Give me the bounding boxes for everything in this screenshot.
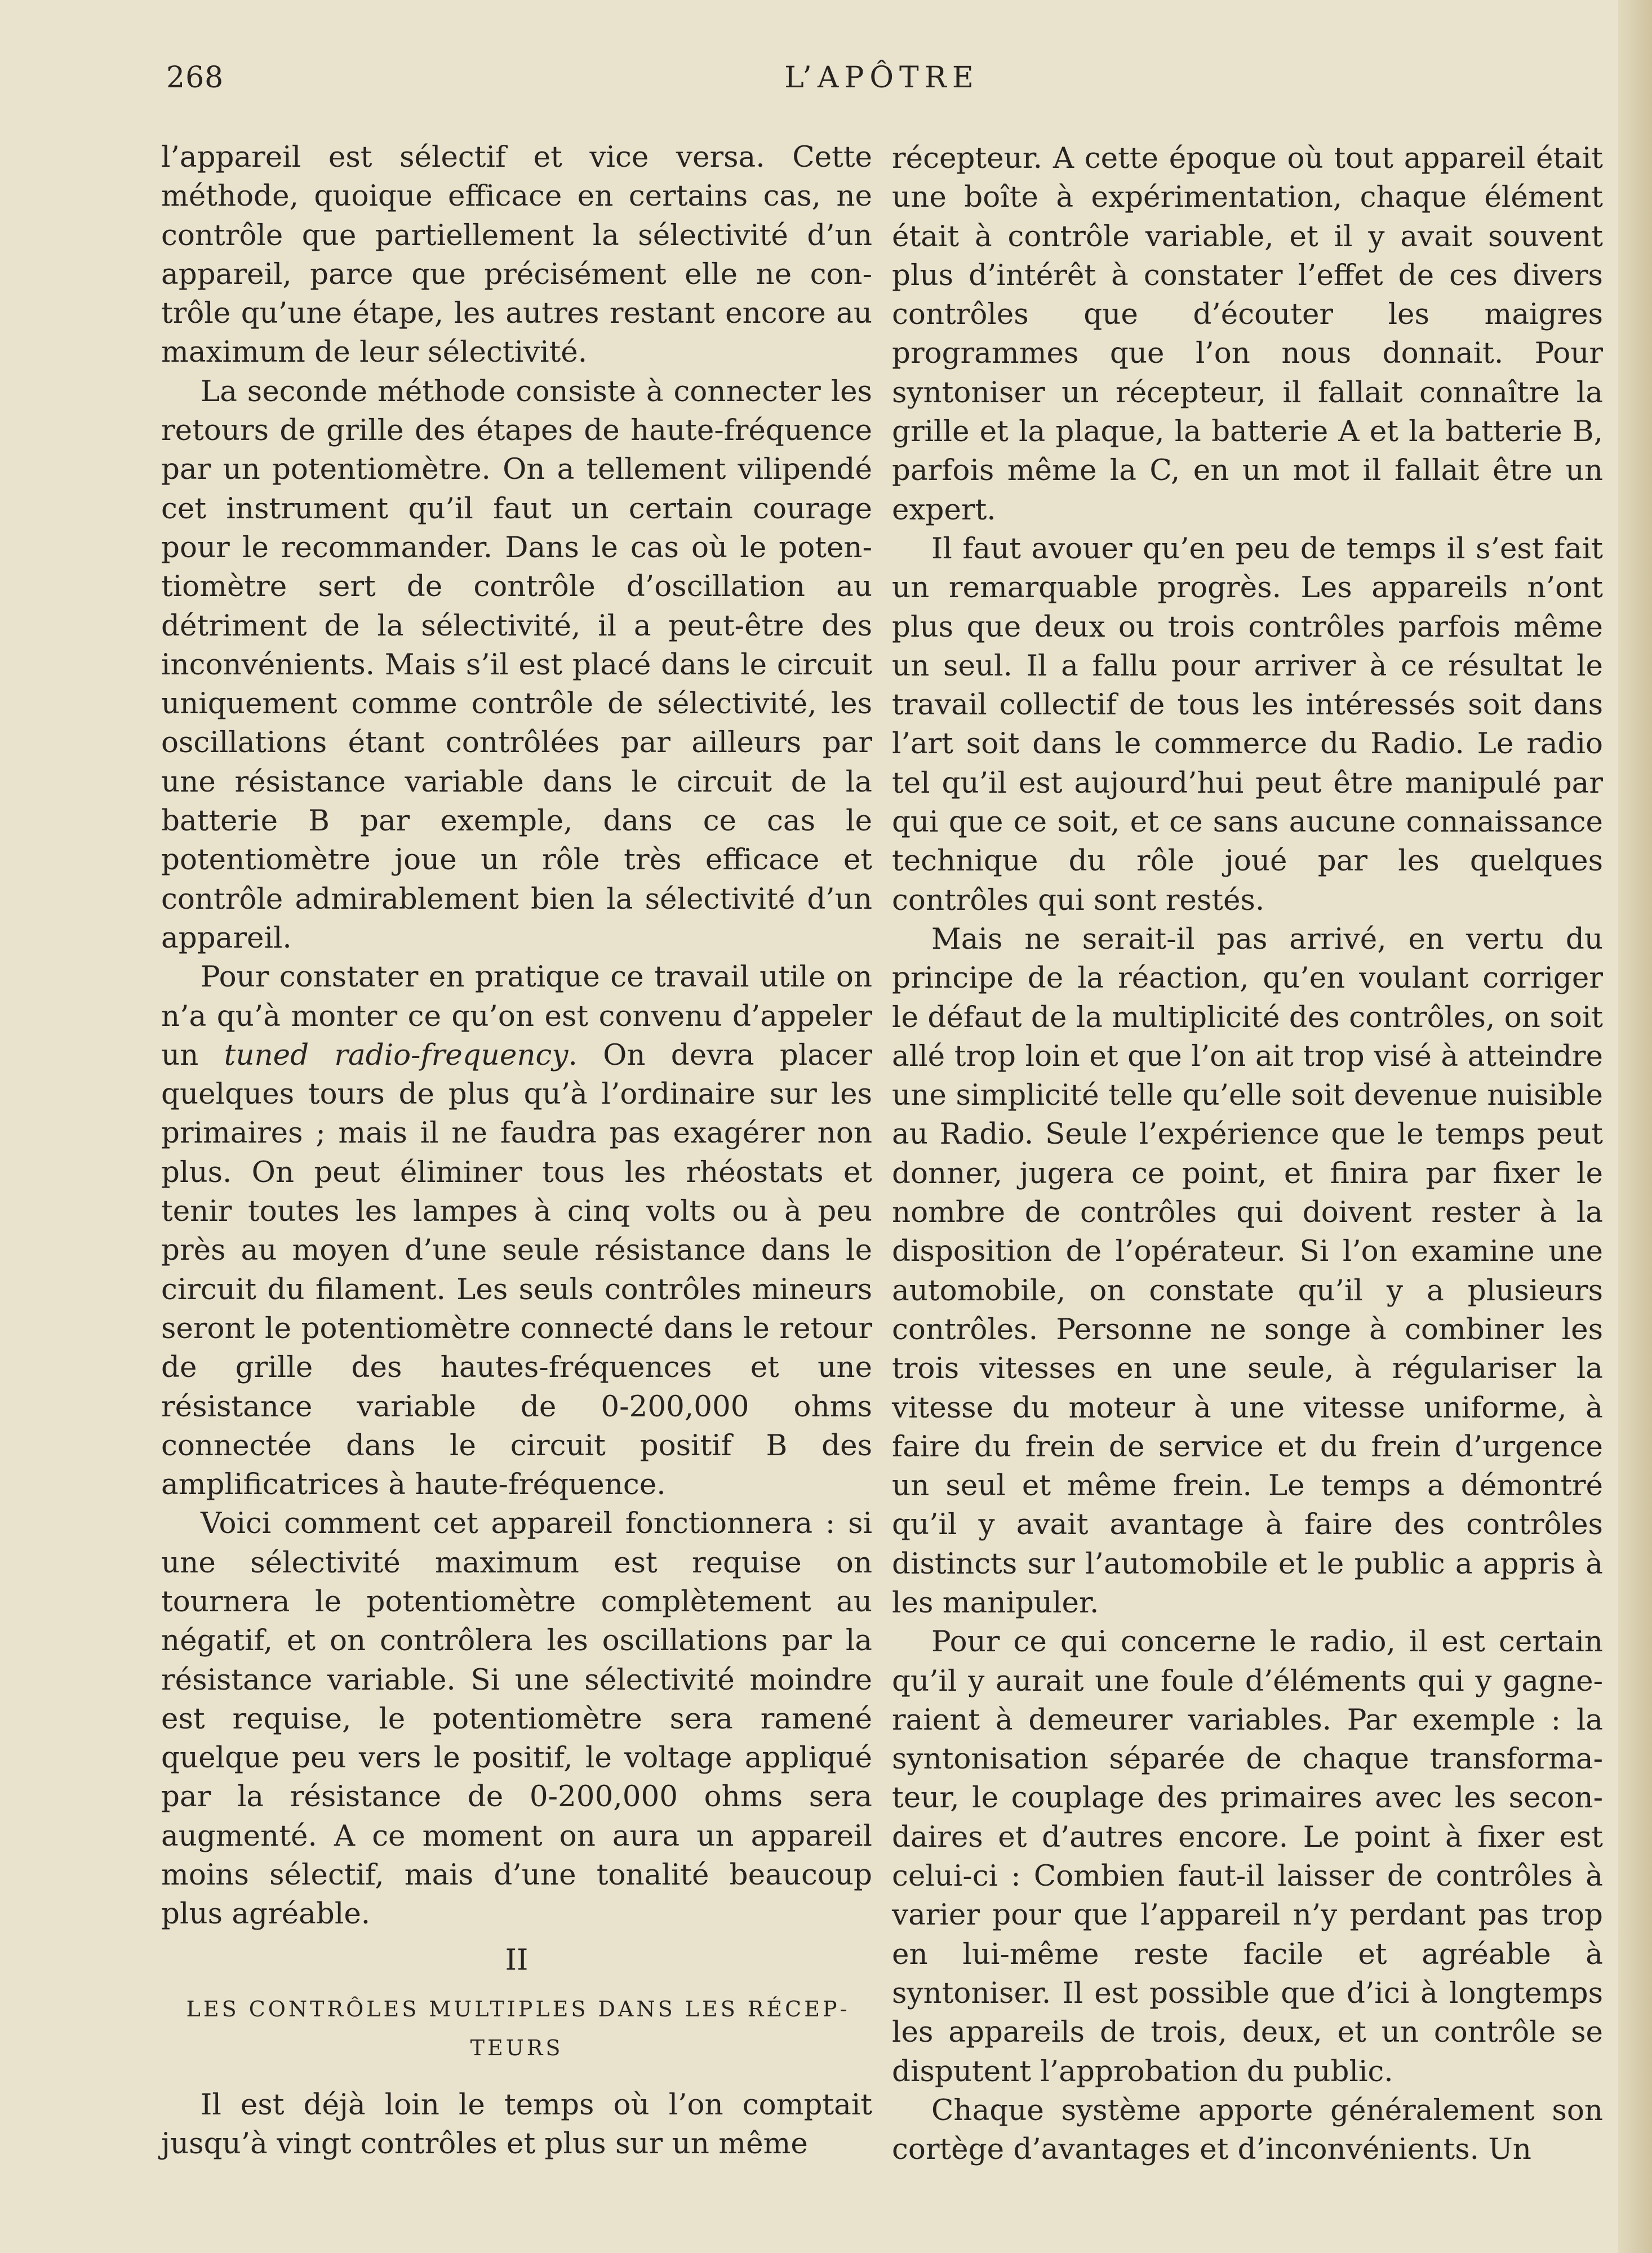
italic-term: tuned radio-frequency	[224, 1038, 569, 1072]
left-column	[161, 138, 872, 2164]
paragraph: Pour ce qui concerne le radio, il est certain qu’il y aurait une foule d’éléments qui y gagneraient à demeurer variables. Par exemple : la syntonisation séparée de chaque transformateur, le couplage des primaires avec les secondaires et d’autres encore. Le point à fixer est celui-ci : Combien faut-il laisser de contrôles à varier pour que l’appareil n’y perdant pas trop en lui-même reste facile et agréable à syntoniser. Il est possible que d’ici à longtemps les appareils de trois, deux, et un contrôle se disputent l’approbation du public.	[892, 1625, 1603, 2088]
paragraph: récepteur. A cette époque où tout appareil était une boîte à expérimentation, chaque élément était à contrôle variable, et il y avait souvent plus d’intérêt à constater l’effet de ces divers contrôles que d’écouter les maigres programmes que l’on nous donnait. Pour syntoniser un récepteur, il fallait connaître la grille et la plaque, la batterie A et la batterie B, parfois même la C, en un mot il fallait être un expert.	[892, 141, 1603, 527]
page-edge	[1618, 0, 1652, 2253]
paragraph-text: Pour constater en pratique ce travail utile on n’a qu’à monter ce qu’on est convenu d’appeler un	[161, 960, 872, 1072]
paragraph: La seconde méthode consiste à connecter les retours de grille des étapes de haute-fréquence par un potentiomètre. On a tellement vilipendé cet instrument qu’il faut un certain courage pour le recommander. Dans le cas où le potentiomètre sert de contrôle d’oscillation au détriment de la sélectivité, il a peut-être des inconvénients. Mais s’il est placé dans le circuit uniquement comme contrôle de sélectivité, les oscillations étant contrôlées par ailleurs par une résistance variable dans le circuit de la batterie B par exemple, dans ce cas le potentiomètre joue un rôle très efficace et contrôle admirablement bien la sélectivité d’un appareil.	[161, 374, 872, 955]
section-number: II	[505, 1943, 529, 1977]
paragraph: Il faut avouer qu’en peu de temps il s’est fait un remarquable progrès. Les appareils n’ont plus que deux ou trois contrôles parfois même un seul. Il a fallu pour arriver à ce résultat le travail collectif de tous les intéressés soit dans l’art soit dans le commerce du Radio. Le radio tel qu’il est aujourd’hui peut être manipulé par qui que ce soit, et ce sans aucune connaissance technique du rôle joué par les quelques contrôles qui sont restés.	[892, 531, 1603, 917]
section-title: LES CONTRÔLES MULTIPLES DANS LES RÉCEPTEURS	[186, 1996, 847, 2060]
paragraph: Voici comment cet appareil fonctionnera : si une sélectivité maximum est requise on tournera le potentiomètre complètement au négatif, et on contrôlera les oscillations par la résistance variable. Si une sélectivité moindre est requise, le potentiomètre sera ramené quelque peu vers le positif, le voltage appliqué par la résistance de 0-200,000 ohms sera augmenté. A ce moment on aura un appareil moins sélectif, mais d’une tonalité beaucoup plus agréable.	[161, 1507, 872, 1931]
paragraph: Il est déjà loin le temps où l’on comptait jusqu’à vingt contrôles et plus sur un même	[161, 2087, 872, 2161]
paragraph: Chaque système apporte généralement son cortège d’avantages et d’inconvénients. Un	[892, 2093, 1603, 2167]
paragraph-text: . On devra placer quelques tours de plus qu’à l’ordinaire sur les primaires ; mais il ne faudra pas exagérer non plus. On peut éliminer tous les rhéostats et tenir toutes les lampes à cinq volts ou à peu près au moyen d’une seule résistance dans le circuit du filament. Les seuls contrôles mineurs seront le potentiomètre connecté dans le retour de grille des hautes-fréquences et une résistance variable de 0-200,000 ohms connectée dans le circuit positif B des amplificatrices à haute-fréquence.	[161, 1038, 872, 1502]
page-number: 268	[166, 61, 224, 95]
journal-title: L’APÔTRE	[784, 61, 979, 95]
right-column	[892, 139, 1603, 2169]
paragraph: l’appareil est sélectif et vice versa. Cette méthode, quoique efficace en certains cas, ne contrôle que partiellement la sélectivité d’un appareil, parce que précisément elle ne contrôle qu’une étape, les autres restant encore au maximum de leur sélectivité.	[161, 140, 872, 370]
paragraph	[161, 958, 872, 1504]
running-head	[166, 61, 1597, 106]
paragraph: Mais ne serait-il pas arrivé, en vertu du principe de la réaction, qu’en voulant corriger le défaut de la multiplicité des contrôles, on soit allé trop loin et que l’on ait trop visé à atteindre une simplicité telle qu’elle soit devenue nuisible au Radio. Seule l’expérience que le temps peut donner, jugera ce point, et finira par fixer le nombre de contrôles qui doivent rester à la disposition de l’opérateur. Si l’on examine une automobile, on constate qu’il y a plusieurs contrôles. Personne ne songe à combiner les trois vitesses en une seule, à régulariser la vitesse du moteur à une vitesse uniforme, à faire du frein de service et du frein d’urgence un seul et même frein. Le temps a démontré qu’il y avait avantage à faire des contrôles distincts sur l’automobile et le public a appris à les manipuler.	[892, 922, 1603, 1620]
